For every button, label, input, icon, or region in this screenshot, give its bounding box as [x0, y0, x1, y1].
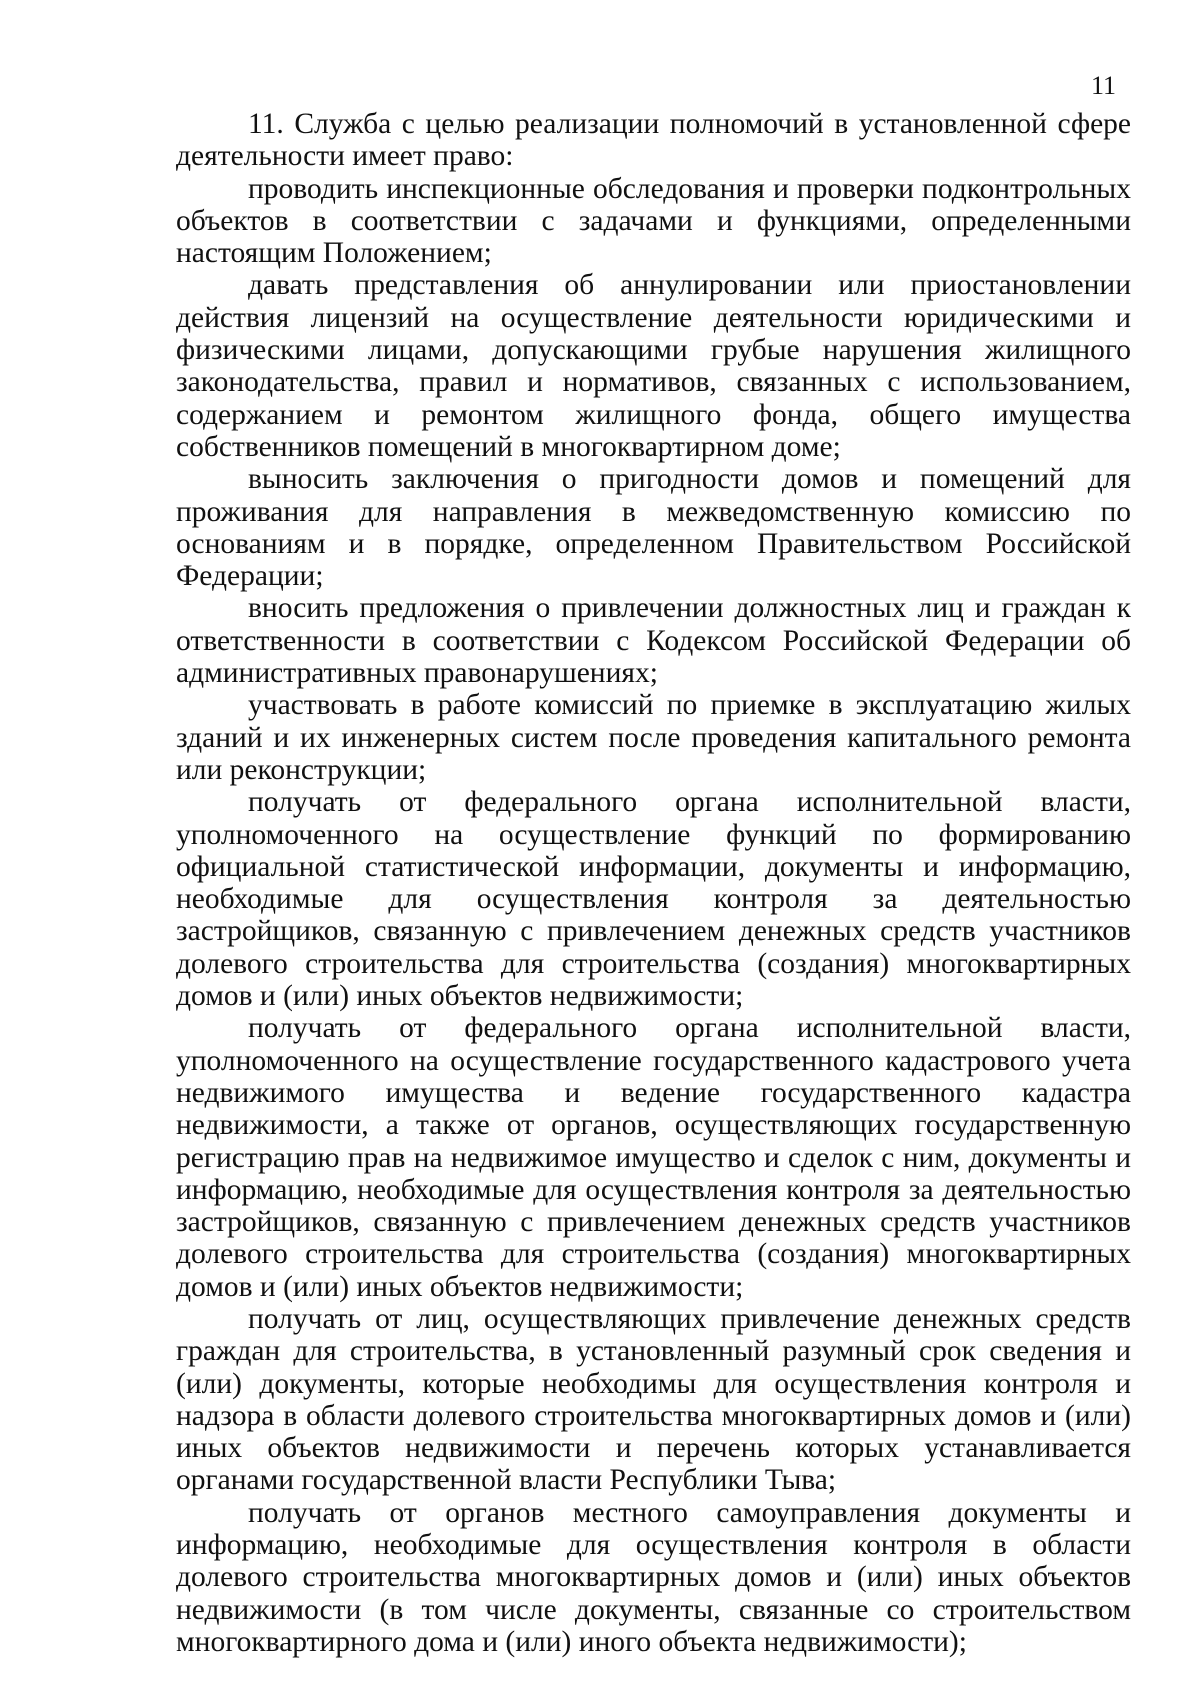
- paragraph-statistics-info: получать от федерального органа исполнительной власти, уполномоченного на осуществление функций по формированию официальной статистической информации, документы и информацию, необходимые для осуществления контроля за деятельностью застройщиков, связанную с привлечением денежных средств участников долевого строительства для строительства (создания) многоквартирных домов и (или) иных объектов недвижимости;: [176, 786, 1131, 1013]
- paragraph-local-government-documents: получать от органов местного самоуправления документы и информацию, необходимые для осуществления контроля в области долевого строительства многоквартирных домов и (или) иных объектов недвижимости (в том числе документы, связанные со строительством многоквартирного дома и (или) иного объекта недвижимости);: [176, 1496, 1131, 1658]
- paragraph-housing-suitability: выносить заключения о пригодности домов и помещений для проживания для направления в межведомственную комиссию по основаниям и в порядке, определенном Правительством Российской Федерации;: [176, 463, 1131, 593]
- paragraph-developer-documents: получать от лиц, осуществляющих привлечение денежных средств граждан для строительства, в установленный разумный срок сведения и (или) документы, которые необходимы для осуществления контроля и надзора в области долевого строительства многоквартирных домов и (или) иных объектов недвижимости и перечень которых устанавливается органами государственной власти Республики Тыва;: [176, 1302, 1131, 1497]
- page-number: 11: [1090, 71, 1116, 100]
- paragraph-clause-11-intro: 11. Служба с целью реализации полномочий в установленной сфере деятельности имеет право:: [176, 108, 1131, 173]
- paragraph-license-annulment: давать представления об аннулировании или приостановлении действия лицензий на осуществление деятельности юридическими и физическими лицами, допускающими грубые нарушения жилищного законодательства, правил и нормативов, связанных с использованием, содержанием и ремонтом жилищного фонда, общего имущества собственников помещений в многоквартирном доме;: [176, 269, 1131, 463]
- paragraph-acceptance-commissions: участвовать в работе комиссий по приемке в эксплуатацию жилых зданий и их инженерных систем после проведения капитального ремонта или реконструкции;: [176, 689, 1131, 786]
- paragraph-liability-proposals: вносить предложения о привлечении должностных лиц и граждан к ответственности в соответствии с Кодексом Российской Федерации об административных правонарушениях;: [176, 592, 1131, 690]
- paragraph-inspections: проводить инспекционные обследования и проверки подконтрольных объектов в соответствии с задачами и функциями, определенными настоящим Положением;: [176, 172, 1131, 270]
- document-body: [176, 108, 1131, 1658]
- paragraph-cadastre-info: получать от федерального органа исполнительной власти, уполномоченного на осуществление государственного кадастрового учета недвижимого имущества и ведение государственного кадастра недвижимости, а также от органов, осуществляющих государственную регистрацию прав на недвижимое имущество и сделок с ним, документы и информацию, необходимые для осуществления контроля за деятельностью застройщиков, связанную с привлечением денежных средств участников долевого строительства для строительства (создания) многоквартирных домов и (или) иных объектов недвижимости;: [176, 1012, 1131, 1303]
